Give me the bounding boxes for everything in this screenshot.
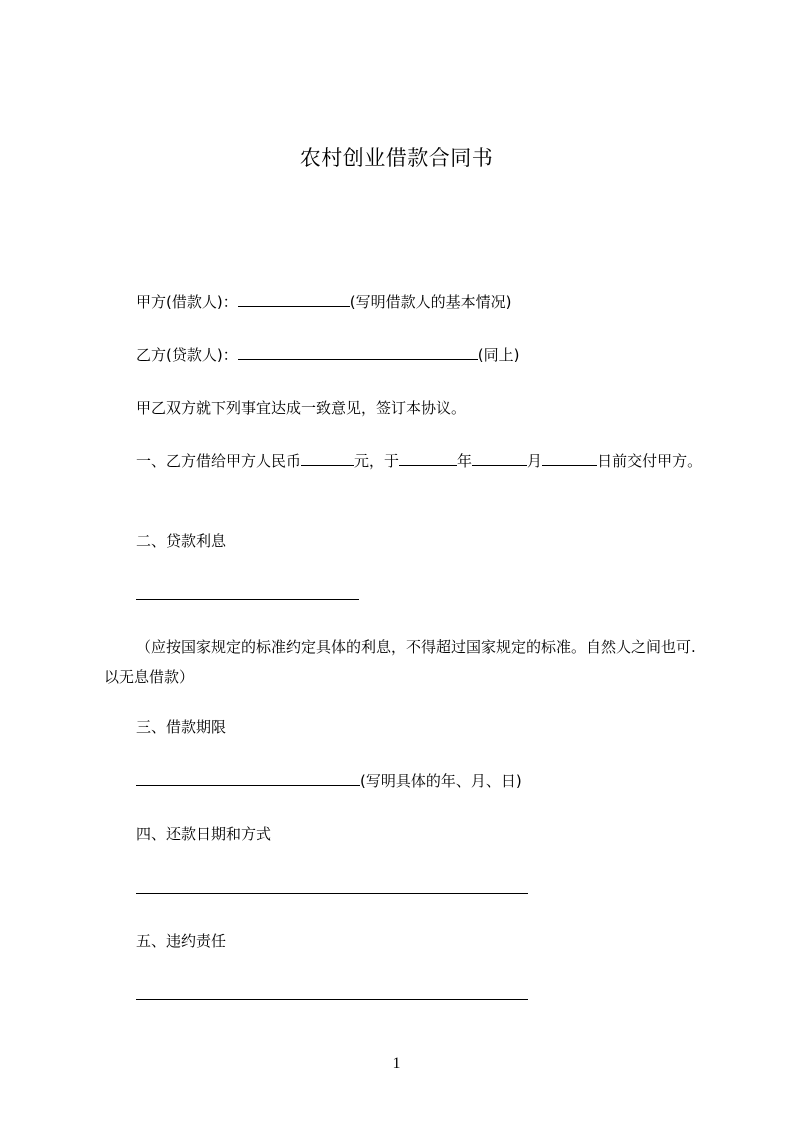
clause-3-note: (写明具体的年、月、日) [360, 772, 522, 790]
amount-blank [301, 450, 354, 466]
clause-1-text-b: 元，于 [354, 452, 400, 470]
repayment-blank-line [136, 893, 528, 894]
clause-3-heading: 三、借款期限 [136, 718, 227, 736]
page-number: 1 [392, 1055, 401, 1072]
document-title: 农村创业借款合同书 [299, 146, 494, 170]
preamble: 甲乙双方就下列事宜达成一致意见，签订本协议。 [136, 399, 467, 417]
party-a-label: 甲方(借款人)： [136, 293, 238, 311]
year-blank [399, 450, 457, 466]
liability-blank-line [136, 999, 528, 1000]
party-a-note: (写明借款人的基本情况) [349, 293, 512, 311]
interest-blank-line [136, 599, 359, 600]
party-a-blank [238, 291, 350, 307]
clause-2-heading: 二、贷款利息 [136, 532, 227, 550]
party-b-line [136, 344, 519, 365]
party-b-note: (同上) [477, 346, 520, 364]
party-a-line [136, 291, 511, 312]
term-blank [136, 770, 360, 786]
clause-5-heading: 五、违约责任 [136, 932, 227, 950]
month-blank [472, 450, 527, 466]
clause-1-text-c: 年 [457, 452, 473, 470]
clause-1-text-a: 一、乙方借给甲方人民币 [136, 452, 302, 470]
clause-1 [104, 446, 704, 476]
day-blank [542, 450, 597, 466]
clause-1-text-e: 日前交付甲方。 [597, 452, 703, 470]
clause-1-text-d: 月 [527, 452, 543, 470]
party-b-blank [238, 344, 478, 360]
clause-3-line [136, 770, 522, 791]
clause-4-heading: 四、还款日期和方式 [136, 825, 272, 843]
party-b-label: 乙方(贷款人)： [136, 346, 238, 364]
clause-2-note: （应按国家规定的标准约定具体的利息，不得超过国家规定的标准。自然人之间也可.以无息借款） [104, 638, 696, 686]
